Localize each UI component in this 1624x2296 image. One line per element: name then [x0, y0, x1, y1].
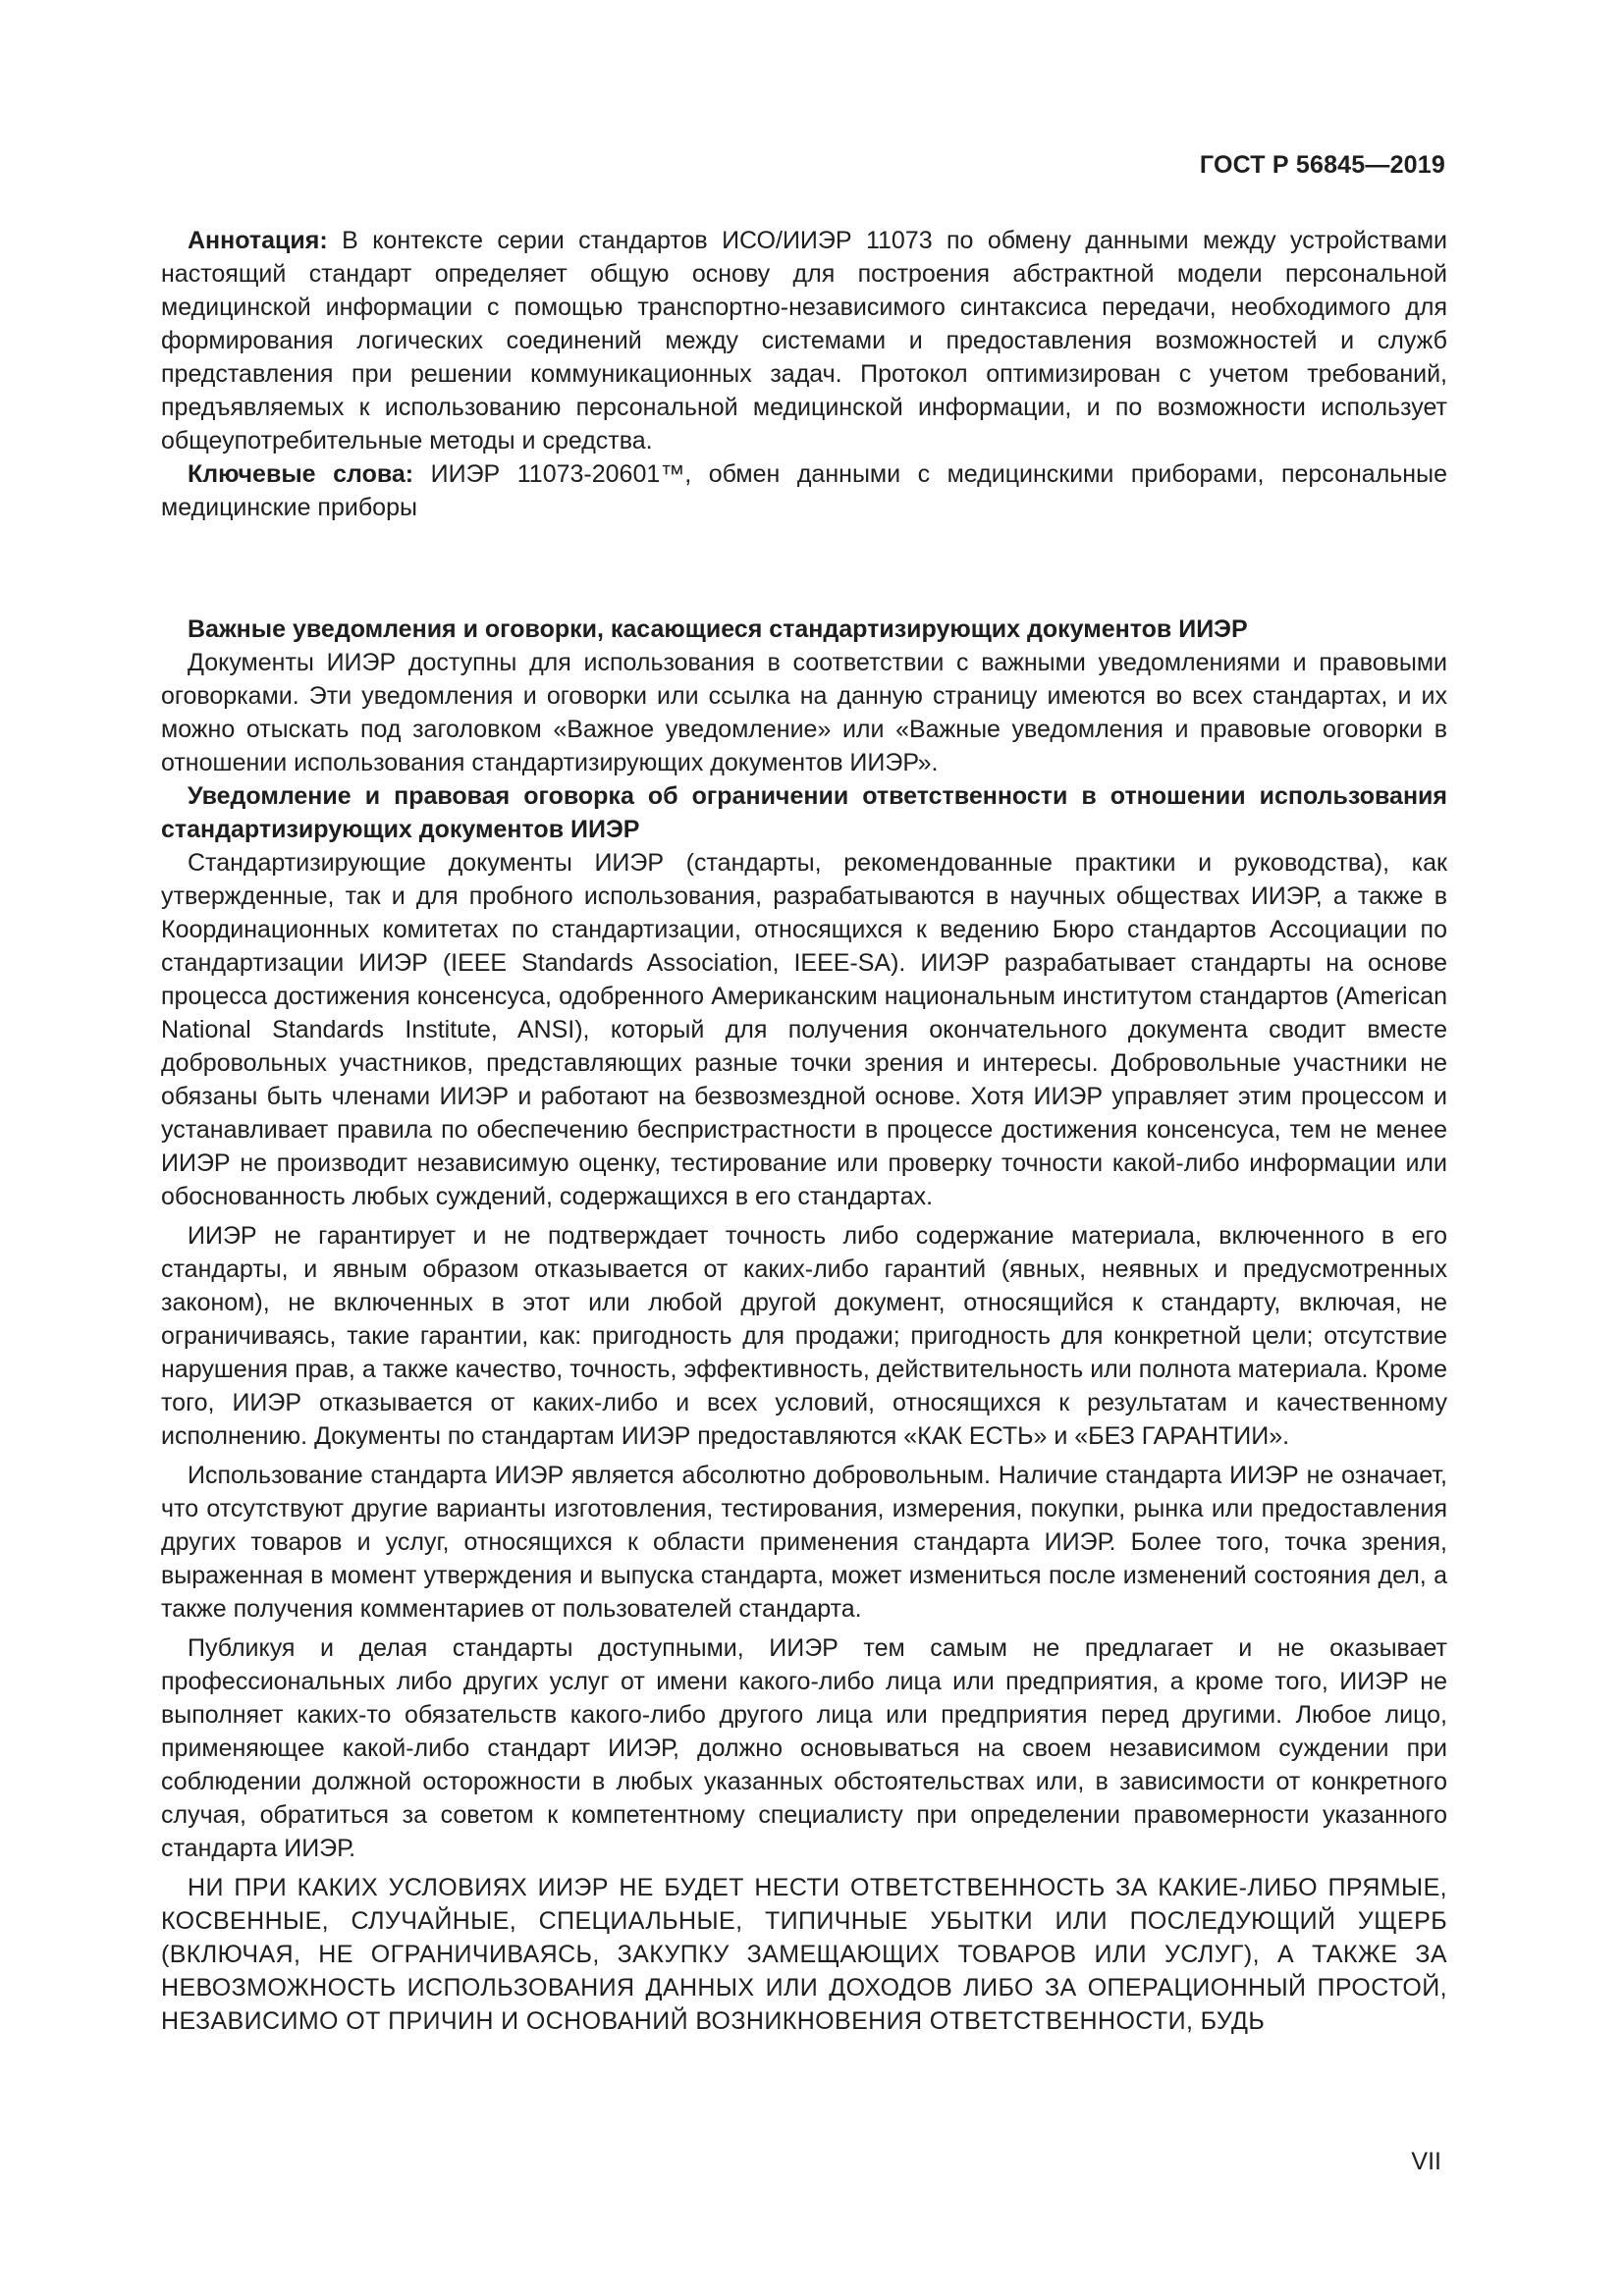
page-body [161, 224, 1447, 2038]
body-paragraph-3: Использование стандарта ИИЭР является абсолютно добровольным. Наличие стандарта ИИЭР не означает, что отсутствуют другие варианты изготовления, тестирования, измерения, покупки, рынка или предоставления других товаров и услуг, относящихся к области применения стандарта ИИЭР. Более того, точка зрения, выраженная в момент утверждения и выпуска стандарта, может измениться после изменений состояния дел, а также получения комментариев от пользователей стандарта. [161, 1462, 1447, 1623]
keywords-label: Ключевые слова: [188, 460, 414, 488]
keywords-text: ИИЭР 11073-20601™, обмен данными с медицинскими приборами, персональные медицинские приборы [161, 460, 1447, 521]
body-paragraph-1: Стандартизирующие документы ИИЭР (стандарты, рекомендованные практики и руководства), как утвержденные, так и для пробного использования, разрабатываются в научных обществах ИИЭР, а также в Координационных комитетах по стандартизации, относящихся к ведению Бюро стандартов Ассоциации по стандартизации ИИЭР (IEEE Standards Association, IEEE-SA). ИИЭР разрабатывает стандарты на основе процесса достижения консенсуса, одобренного Американским национальным институтом стандартов (American National Standards Institute, ANSI), который для получения окончательного документа сводит вместе добровольных участников, представляющих разные точки зрения и интересы. Добровольные участники не обязаны быть членами ИИЭР и работают на безвозмездной основе. Хотя ИИЭР управляет этим процессом и устанавливает правила по обеспечению беспристрастности в процессе достижения консенсуса, тем не менее ИИЭР не производит независимую оценку, тестирование или проверку точности какой-либо информации или обоснованность любых суждений, содержащихся в его стандартах. [161, 849, 1447, 1210]
abstract-paragraph [161, 224, 1447, 457]
liability-caps-paragraph: НИ ПРИ КАКИХ УСЛОВИЯХ ИИЭР НЕ БУДЕТ НЕСТИ ОТВЕТСТВЕННОСТЬ ЗА КАКИЕ-ЛИБО ПРЯМЫЕ, КОСВЕННЫЕ, СЛУЧАЙНЫЕ, СПЕЦИАЛЬНЫЕ, ТИПИЧНЫЕ УБЫТКИ ИЛИ ПОСЛЕДУЮЩИЙ УЩЕРБ (ВКЛЮЧАЯ, НЕ ОГРАНИЧИВАЯСЬ, ЗАКУПКУ ЗАМЕЩАЮЩИХ ТОВАРОВ ИЛИ УСЛУГ), А ТАКЖЕ ЗА НЕВОЗМОЖНОСТЬ ИСПОЛЬЗОВАНИЯ ДАННЫХ ИЛИ ДОХОДОВ ЛИБО ЗА ОПЕРАЦИОННЫЙ ПРОСТОЙ, НЕЗАВИСИМО ОТ ПРИЧИН И ОСНОВАНИЙ ВОЗНИКНОВЕНИЯ ОТВЕТСТВЕННОСТИ, БУДЬ [161, 1874, 1447, 2035]
keywords-paragraph [161, 457, 1447, 524]
notices-intro-paragraph: Документы ИИЭР доступны для использования в соответствии с важными уведомлениями и правовыми оговорками. Эти уведомления и оговорки или ссылка на данную страницу имеются во всех стандартах, и их можно отыскать под заголовком «Важное уведомление» или «Важные уведомления и правовые оговорки в отношении использования стандартизирующих документов ИИЭР». [161, 649, 1447, 776]
abstract-text: В контексте серии стандартов ИСО/ИИЭР 11073 по обмену данными между устройствами настоящий стандарт определяет общую основу для построения абстрактной модели персональной медицинской информации с помощью транспортно-независимого синтаксиса передачи, необходимого для формирования логических соединений между системами и предоставления возможностей и служб представления при решении коммуникационных задач. Протокол оптимизирован с учетом требований, предъявляемых к использованию персональной медицинской информации, и по возможности использует общеупотребительные методы и средства. [161, 227, 1447, 454]
body-paragraph-2: ИИЭР не гарантирует и не подтверждает точность либо содержание материала, включенного в его стандарты, и явным образом отказывается от каких-либо гарантий (явных, неявных и предусмотренных законом), не включенных в этот или любой другой документ, относящийся к стандарту, включая, не ограничиваясь, такие гарантии, как: пригодность для продажи; пригодность для конкретной цели; отсутствие нарушения прав, а также качество, точность, эффективность, действительность или полнота материала. Кроме того, ИИЭР отказывается от каких-либо и всех условий, относящихся к результатам и качественному исполнению. Документы по стандартам ИИЭР предоставляются «КАК ЕСТЬ» и «БЕЗ ГАРАНТИИ». [161, 1222, 1447, 1450]
body-paragraph-4: Публикуя и делая стандарты доступными, ИИЭР тем самым не предлагает и не оказывает профессиональных либо других услуг от имени какого-либо лица или предприятия, а кроме того, ИИЭР не выполняет каких-то обязательств какого-либо другого лица или предприятия перед другими. Любое лицо, применяющее какой-либо стандарт ИИЭР, должно основываться на своем независимом суждении при соблюдении должной осторожности в любых указанных обстоятельствах или, в зависимости от конкретного случая, обратиться за советом к компетентному специалисту при определении правомерности указанного стандарта ИИЭР. [161, 1634, 1447, 1862]
notices-section [161, 613, 1447, 2038]
document-header [1200, 151, 1445, 180]
standard-id: ГОСТ Р 56845—2019 [1199, 151, 1445, 179]
abstract-section [161, 224, 1447, 524]
notices-heading: Важные уведомления и оговорки, касающиеся стандартизирующих документов ИИЭР [188, 615, 1248, 643]
disclaimer-heading: Уведомление и правовая оговорка об ограничении ответственности в отношении использования стандартизирующих документов ИИЭР [161, 782, 1447, 843]
abstract-label: Аннотация: [188, 227, 328, 254]
page-number: VII [1411, 2148, 1441, 2175]
